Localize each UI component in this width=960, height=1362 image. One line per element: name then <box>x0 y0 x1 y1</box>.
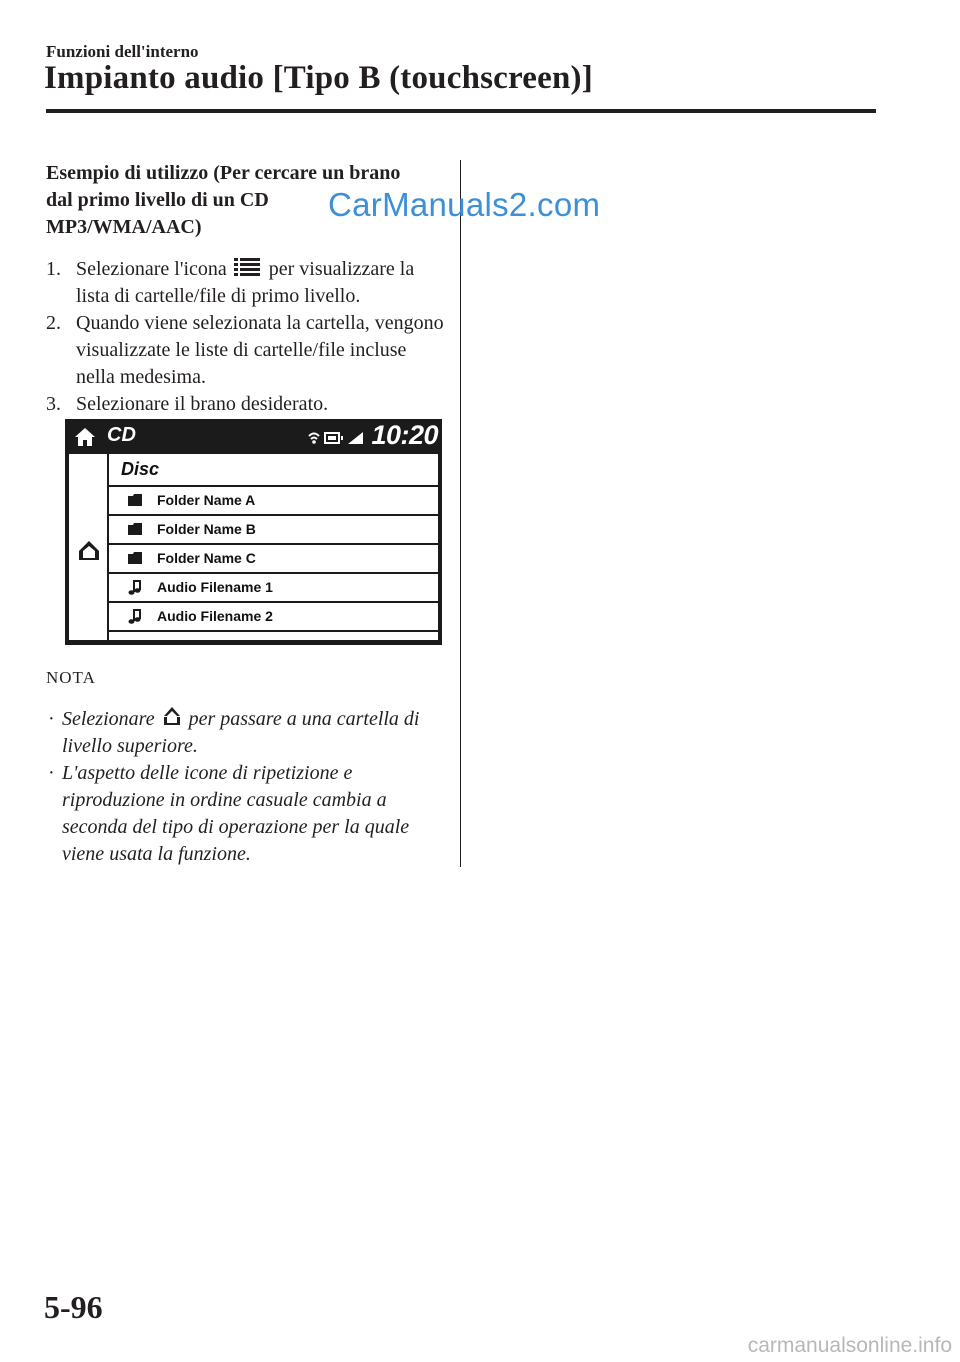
screen-file-list <box>109 454 438 640</box>
step-number: 3. <box>46 393 61 415</box>
step-3 <box>46 391 446 418</box>
step-text: Quando viene selezionata la cartella, vengono visualizzate le liste di cartelle/file incluse nella medesima. <box>76 312 444 388</box>
note-item <box>48 706 448 760</box>
note-item <box>48 760 448 868</box>
music-note-icon <box>127 607 143 625</box>
list-item-label: Folder Name B <box>157 521 256 537</box>
status-icons <box>305 429 365 447</box>
example-heading: Esempio di utilizzo (Per cercare un brano dal primo livello di un CD MP3/WMA/AAC) <box>46 162 401 238</box>
folder-icon <box>127 491 143 509</box>
column-divider <box>460 160 461 867</box>
screen-clock: 10:20 <box>371 420 438 450</box>
step-text: Selezionare il brano desiderato. <box>76 393 329 415</box>
list-item[interactable] <box>109 601 438 631</box>
step-text-after: per visualizzare la lista di cartelle/file di primo livello. <box>76 258 415 307</box>
list-item-empty <box>109 630 438 640</box>
folder-icon <box>127 549 143 567</box>
list-item[interactable] <box>109 572 438 602</box>
list-title: Disc <box>121 459 160 479</box>
list-icon <box>234 257 260 277</box>
step-1 <box>46 256 446 310</box>
watermark: CarManuals2.com <box>328 186 601 223</box>
note-text: Selezionare <box>62 708 155 730</box>
page-title: Impianto audio [Tipo B (touchscreen)] <box>44 60 593 96</box>
screen-source-label: CD <box>107 424 136 446</box>
title-rule <box>46 109 876 113</box>
steps-list <box>46 256 446 418</box>
folder-up-icon <box>163 706 181 726</box>
section-label: Funzioni dell'interno <box>46 42 199 61</box>
screen-status-bar <box>65 419 442 454</box>
screen-illustration <box>65 419 442 645</box>
list-item-label: Audio Filename 1 <box>157 579 273 595</box>
home-icon <box>74 426 96 448</box>
bullet: · <box>48 762 55 784</box>
list-item-label: Folder Name A <box>157 492 256 508</box>
note-text-after: per passare a una cartella di livello superiore. <box>62 708 420 757</box>
footer-watermark: carmanualsonline.info <box>747 1334 952 1357</box>
step-text: Selezionare l'icona <box>76 258 227 280</box>
note-label: NOTA <box>46 668 96 687</box>
music-note-icon <box>127 578 143 596</box>
page-number: 5-96 <box>44 1289 103 1325</box>
screen-left-panel <box>69 454 107 640</box>
list-item-label: Audio Filename 2 <box>157 608 273 624</box>
folder-up-icon[interactable] <box>77 539 101 561</box>
note-text: L'aspetto delle icone di ripetizione e riproduzione in ordine casuale cambia a seconda del tipo di operazione per la quale viene usata la funzione. <box>62 762 410 865</box>
list-item[interactable] <box>109 485 438 515</box>
step-2 <box>46 310 446 391</box>
notes-list <box>48 706 448 868</box>
list-item-label: Folder Name C <box>157 550 256 566</box>
list-item[interactable] <box>109 543 438 573</box>
bullet: · <box>48 708 55 730</box>
list-item[interactable] <box>109 514 438 544</box>
step-number: 1. <box>46 258 61 280</box>
folder-icon <box>127 520 143 538</box>
step-number: 2. <box>46 312 61 334</box>
